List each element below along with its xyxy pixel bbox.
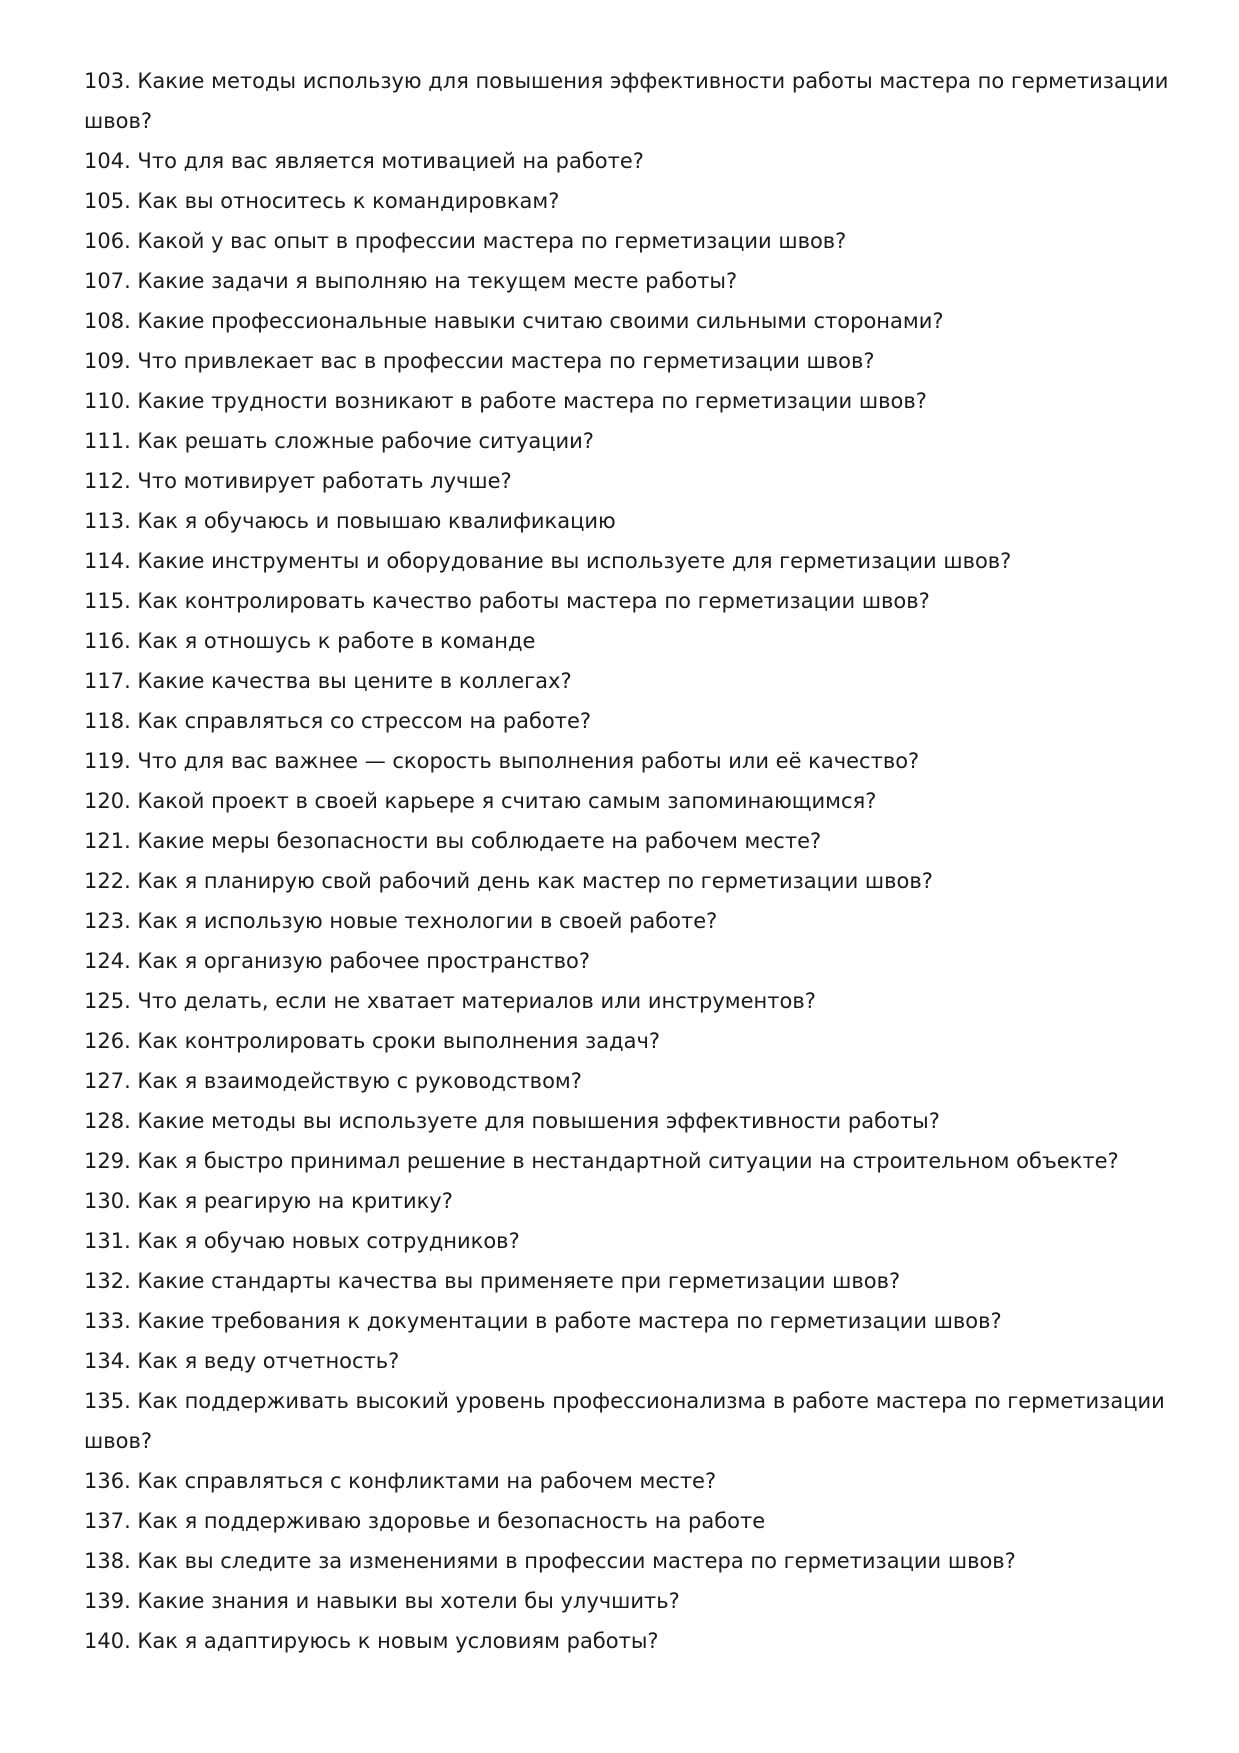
question-item: 121. Какие меры безопасности вы соблюдаете на рабочем месте?	[84, 829, 822, 853]
question-item: 109. Что привлекает вас в профессии мастера по герметизации швов?	[84, 349, 875, 373]
question-item: 126. Как контролировать сроки выполнения задач?	[84, 1029, 661, 1053]
question-item: 107. Какие задачи я выполняю на текущем месте работы?	[84, 269, 738, 293]
question-list	[84, 61, 1174, 1661]
question-item: 136. Как справляться с конфликтами на рабочем месте?	[84, 1469, 717, 1493]
question-item: 128. Какие методы вы используете для повышения эффективности работы?	[84, 1109, 940, 1133]
question-item: 131. Как я обучаю новых сотрудников?	[84, 1229, 520, 1253]
question-item: 124. Как я организую рабочее пространство?	[84, 949, 590, 973]
question-item: 114. Какие инструменты и оборудование вы используете для герметизации швов?	[84, 549, 1012, 573]
question-item: 105. Как вы относитесь к командировкам?	[84, 189, 560, 213]
question-item: 130. Как я реагирую на критику?	[84, 1189, 453, 1213]
question-item: 106. Какой у вас опыт в профессии мастера по герметизации швов?	[84, 229, 847, 253]
question-item: 115. Как контролировать качество работы мастера по герметизации швов?	[84, 589, 930, 613]
question-item: 111. Как решать сложные рабочие ситуации?	[84, 429, 594, 453]
question-item: 117. Какие качества вы цените в коллегах?	[84, 669, 572, 693]
question-item: 103. Какие методы использую для повышения эффективности работы мастера по герметизации швов?	[84, 69, 1169, 133]
question-item: 134. Как я веду отчетность?	[84, 1349, 400, 1373]
question-item: 132. Какие стандарты качества вы применяете при герметизации швов?	[84, 1269, 901, 1293]
question-item: 125. Что делать, если не хватает материалов или инструментов?	[84, 989, 816, 1013]
question-item: 137. Как я поддерживаю здоровье и безопасность на работе	[84, 1509, 766, 1533]
question-item: 140. Как я адаптируюсь к новым условиям работы?	[84, 1629, 659, 1653]
question-item: 110. Какие трудности возникают в работе мастера по герметизации швов?	[84, 389, 927, 413]
question-item: 123. Как я использую новые технологии в своей работе?	[84, 909, 718, 933]
question-item: 135. Как поддерживать высокий уровень профессионализма в работе мастера по герметизации швов?	[84, 1389, 1165, 1453]
question-item: 112. Что мотивирует работать лучше?	[84, 469, 512, 493]
question-item: 139. Какие знания и навыки вы хотели бы улучшить?	[84, 1589, 680, 1613]
question-item: 116. Как я отношусь к работе в команде	[84, 629, 536, 653]
question-item: 133. Какие требования к документации в работе мастера по герметизации швов?	[84, 1309, 1002, 1333]
question-item: 120. Какой проект в своей карьере я считаю самым запоминающимся?	[84, 789, 877, 813]
question-item: 138. Как вы следите за изменениями в профессии мастера по герметизации швов?	[84, 1549, 1016, 1573]
question-item: 122. Как я планирую свой рабочий день как мастер по герметизации швов?	[84, 869, 933, 893]
question-item: 104. Что для вас является мотивацией на работе?	[84, 149, 644, 173]
question-item: 129. Как я быстро принимал решение в нестандартной ситуации на строительном объекте?	[84, 1149, 1119, 1173]
question-item: 119. Что для вас важнее — скорость выполнения работы или её качество?	[84, 749, 920, 773]
question-item: 118. Как справляться со стрессом на работе?	[84, 709, 592, 733]
question-item: 127. Как я взаимодействую с руководством?	[84, 1069, 582, 1093]
document-page	[84, 61, 1174, 1661]
question-item: 113. Как я обучаюсь и повышаю квалификацию	[84, 509, 616, 533]
question-item: 108. Какие профессиональные навыки считаю своими сильными сторонами?	[84, 309, 944, 333]
